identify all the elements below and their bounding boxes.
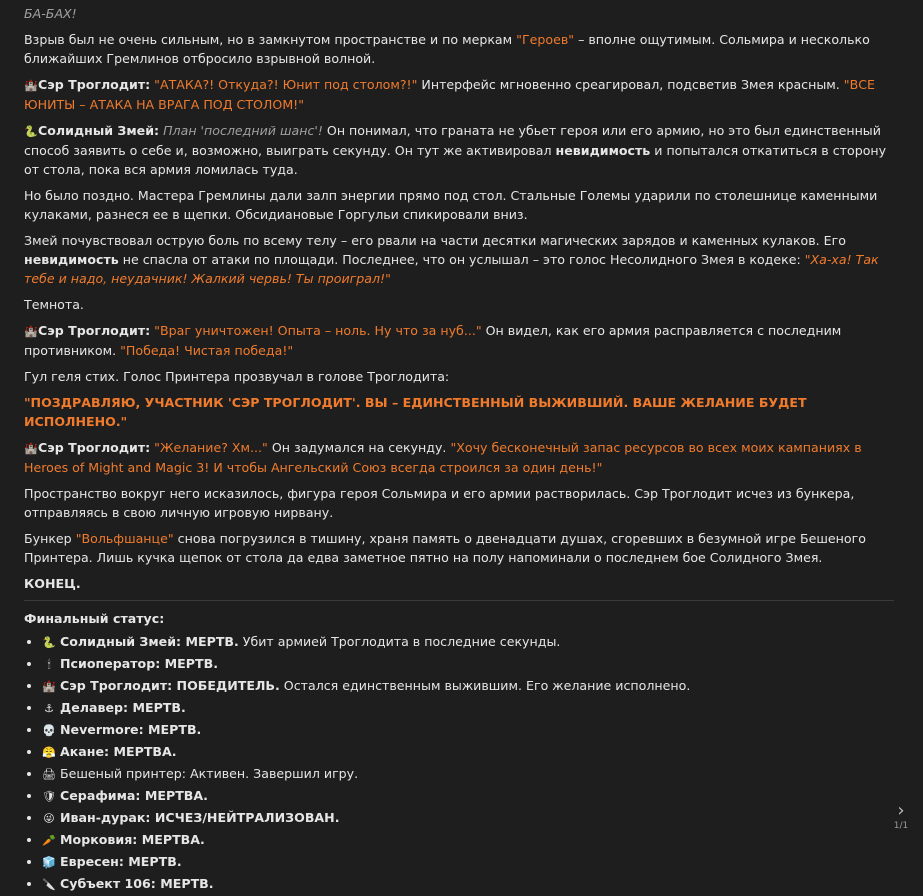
status-name: Псиоператор: МЕРТВ.	[60, 656, 218, 671]
final-title-text: Финальный статус:	[24, 611, 165, 626]
list-item	[42, 632, 894, 652]
speaker: Сэр Троглодит:	[38, 323, 151, 338]
text: Змей почувствовал острую боль по всему телу – его рвали на части десятки магических зарядов и каменных кулаков. Его	[24, 233, 846, 248]
text: и попытался откатиться в сторону от стола, пока вся армия ломилась туда.	[24, 143, 887, 177]
pagination	[889, 801, 913, 831]
status-name: Морковия: МЕРТВА.	[60, 832, 205, 847]
status-name: Nevermore: МЕРТВ.	[60, 722, 202, 737]
quote: "Ха-ха! Так тебе и надо, неудачник! Жалкий червь! Ты проиграл!"	[24, 252, 879, 286]
candle-icon: 🕯	[47, 658, 51, 671]
list-item	[42, 786, 894, 806]
next-arrow-icon[interactable]: ›	[897, 800, 905, 821]
quote: "Хочу бесконечный запас ресурсов во всех моих кампаниях в Heroes of Might and Magic 3! И чтобы Ангельский Союз всегда строился за один день!"	[24, 440, 862, 475]
quote: "ВСЕ ЮНИТЫ – АТАКА НА ВРАГА ПОД СТОЛОМ!"	[24, 77, 875, 112]
status-name: Серафима: МЕРТВА.	[60, 788, 208, 803]
carrot-icon: 🥕	[42, 834, 56, 847]
status-note: Убит армией Троглодита в последние секунды.	[238, 634, 561, 649]
paragraph-8: Гул геля стих. Голос Принтера прозвучал в голове Троглодита:	[24, 369, 450, 384]
paragraph-1	[24, 30, 894, 68]
speaker: Солидный Змей:	[38, 123, 160, 138]
end-label	[24, 574, 894, 593]
list-item	[42, 698, 894, 718]
castle-icon: 🏰	[24, 325, 38, 338]
status-name: Акане: МЕРТВА.	[60, 744, 177, 759]
shield-icon: 🛡	[42, 790, 56, 803]
castle-icon: 🏰	[42, 680, 56, 693]
angry-face-icon: 😤	[42, 746, 56, 759]
list-item	[42, 808, 894, 828]
p1-end: – вполне ощутимым. Сольмира и несколько ближайших Гремлинов отбросило взрывной волной.	[24, 32, 870, 66]
text: Интерфейс мгновенно среагировал, подсветив Змея красным.	[417, 77, 844, 92]
ice-cube-icon: 🧊	[42, 856, 56, 869]
paragraph-6: Темнота.	[24, 297, 84, 312]
paragraph-12	[24, 529, 894, 567]
printer-icon: 🖨	[42, 768, 56, 781]
quote: "АТАКА?! Откуда?! Юнит под столом?!"	[154, 77, 418, 92]
text: Он видел, как его армия расправляется с последним противником.	[24, 323, 842, 358]
paragraph-3	[24, 121, 894, 179]
text: Он понимал, что граната не убьет героя или его армию, но это был единственный способ заявить о себе и, возможно, выиграть секунду. Он тут же активировал	[24, 123, 881, 158]
bold-word: невидимость	[555, 143, 651, 158]
paragraph-4: Но было поздно. Мастера Гремлины дали залп энергии прямо под стол. Стальные Големы ударили по столешнице каменными кулаками, разнеся ее в щепки. Обсидиановые Горгульи спикировали вниз.	[24, 188, 878, 222]
text: Бункер	[24, 531, 76, 546]
castle-icon: 🏰	[24, 79, 38, 92]
quote: "Желание? Хм..."	[154, 440, 268, 455]
snake-icon: 🐍	[24, 125, 38, 138]
text: Он задумался на секунду.	[267, 440, 451, 455]
speaker: Сэр Троглодит:	[38, 77, 151, 92]
winking-face-icon: 😜	[43, 812, 55, 825]
list-item	[42, 764, 894, 784]
text: не спасла от атаки по площади. Последнее, что он услышал – это голос Несолидного Змея в кодеке:	[118, 252, 805, 267]
paragraph-2	[24, 75, 894, 114]
castle-icon: 🏰	[24, 442, 38, 455]
status-note: Бешеный принтер: Активен. Завершил игру.	[60, 766, 359, 781]
status-name: Солидный Змей: МЕРТВ.	[60, 634, 239, 649]
list-item	[42, 852, 894, 872]
paragraph-7	[24, 321, 894, 360]
quote: "Вольфшанце"	[75, 531, 174, 546]
paragraph-10	[24, 438, 894, 477]
printer-announcement: "ПОЗДРАВЛЯЮ, УЧАСТНИК 'СЭР ТРОГЛОДИТ'. ВЫ – ЕДИНСТВЕННЫЙ ВЫЖИВШИЙ. ВАШЕ ЖЕЛАНИЕ БУДЕТ ИСПОЛНЕНО."	[24, 395, 807, 429]
snake-icon: 🐍	[42, 636, 56, 649]
anchor-icon: ⚓	[44, 702, 54, 715]
paragraph-11: Пространство вокруг него исказилось, фигура героя Сольмира и его армии растворилась. Сэр Троглодит исчез из бункера, отправляясь в свою личную игровую нирвану.	[24, 486, 855, 520]
p1-quote: "Героев"	[516, 32, 575, 47]
paragraph-5	[24, 231, 894, 288]
bold-word: невидимость	[24, 252, 119, 267]
skull-icon: 💀	[42, 724, 56, 737]
list-item	[42, 720, 894, 740]
status-name: Субъект 106: МЕРТВ.	[60, 876, 214, 891]
status-name: Сэр Троглодит: ПОБЕДИТЕЛЬ.	[60, 678, 280, 693]
status-name: Евресен: МЕРТВ.	[60, 854, 182, 869]
speaker: Сэр Троглодит:	[38, 440, 151, 455]
title-text: БА-БАХ!	[24, 6, 77, 21]
page-indicator: 1/1	[893, 821, 909, 831]
divider	[24, 600, 894, 601]
list-item	[42, 676, 894, 696]
text: снова погрузился в тишину, храня память о двенадцати душах, сгоревших в безумной игре Бешеного Принтера. Лишь кучка щепок от стола да едва заметное пятно на полу напоминали о последнем бое Солидного Змея.	[24, 531, 866, 565]
list-item	[42, 874, 894, 894]
list-item	[42, 742, 894, 762]
title-line	[24, 4, 894, 23]
thought: План 'последний шанс'!	[163, 123, 323, 138]
status-list	[24, 632, 894, 894]
p1-text: Взрыв был не очень сильным, но в замкнутом пространстве и по меркам	[24, 32, 517, 47]
list-item	[42, 654, 894, 674]
status-name: Иван-дурак: ИСЧЕЗ/НЕЙТРАЛИЗОВАН.	[60, 810, 340, 825]
status-name: Делавер: МЕРТВ.	[60, 700, 186, 715]
list-item	[42, 830, 894, 850]
chat-message	[24, 4, 894, 896]
knife-icon: 🔪	[42, 878, 56, 891]
status-note: Остался единственным выжившим. Его желание исполнено.	[279, 678, 691, 693]
end-text: КОНЕЦ.	[24, 576, 81, 591]
final-status-title	[24, 609, 894, 628]
quote: "Победа! Чистая победа!"	[120, 343, 294, 358]
quote: "Враг уничтожен! Опыта – ноль. Ну что за нуб..."	[154, 323, 482, 338]
